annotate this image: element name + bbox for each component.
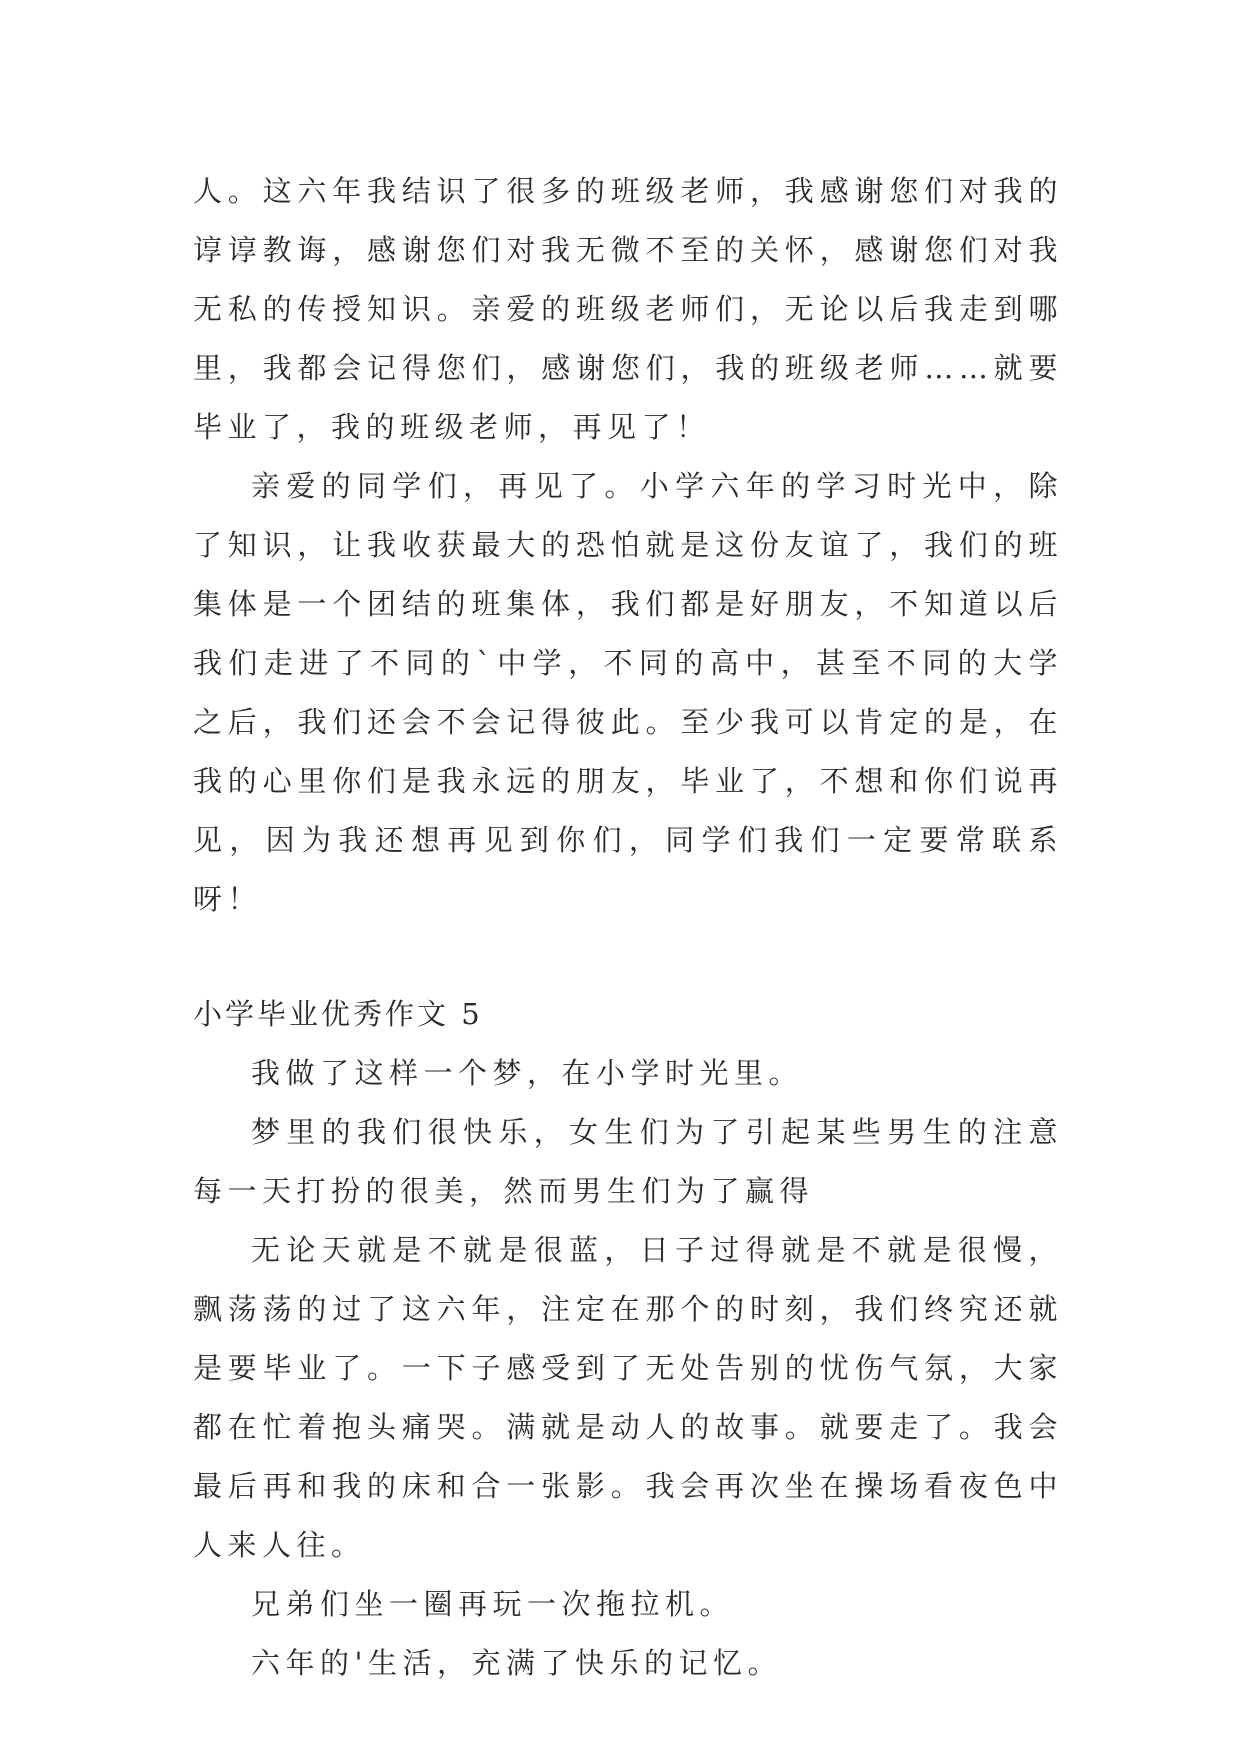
paragraph-brothers: 兄弟们坐一圈再玩一次拖拉机。 bbox=[251, 1587, 735, 1621]
paragraph-continuation: 人。这六年我结识了很多的班级老师，我感谢您们对我的谆谆教诲，感谢您们对我无微不至的关怀，感谢您们对我无私的传授知识。亲爱的班级老师们，无论以后我走到哪里，我都会记得您们，感谢您们，我的班级老师……就要毕业了，我的班级老师，再见了！ bbox=[193, 174, 1063, 444]
paragraph-classmates: 亲爱的同学们，再见了。小学六年的学习时光中，除了知识，让我收获最大的恐怕就是这份友谊了，我们的班集体是一个团结的班集体，我们都是好朋友，不知道以后我们走进了不同的`中学，不同的高中，甚至不同的大学之后，我们还会不会记得彼此。至少我可以肯定的是，在我的心里你们是我永远的朋友，毕业了，不想和你们说再见，因为我还想再见到你们，同学们我们一定要常联系呀！ bbox=[193, 469, 1063, 916]
section-title: 小学毕业优秀作文 5 bbox=[193, 997, 483, 1031]
paragraph-dream: 我做了这样一个梦，在小学时光里。 bbox=[251, 1056, 804, 1090]
paragraph-dream-happy: 梦里的我们很快乐，女生们为了引起某些男生的注意每一天打扮的很美，然而男生们为了赢得 bbox=[193, 1115, 1063, 1208]
paragraph-memories: 六年的'生活，充满了快乐的记忆。 bbox=[251, 1646, 782, 1680]
paragraph-six-years: 无论天就是不就是很蓝，日子过得就是不就是很慢，飘荡荡的过了这六年，注定在那个的时刻，我们终究还就是要毕业了。一下子感受到了无处告别的忧伤气氛，大家都在忙着抱头痛哭。满就是动人的故事。就要走了。我会最后再和我的床和合一张影。我会再次坐在操场看夜色中人来人往。 bbox=[193, 1233, 1063, 1562]
document-body bbox=[193, 162, 1063, 1693]
